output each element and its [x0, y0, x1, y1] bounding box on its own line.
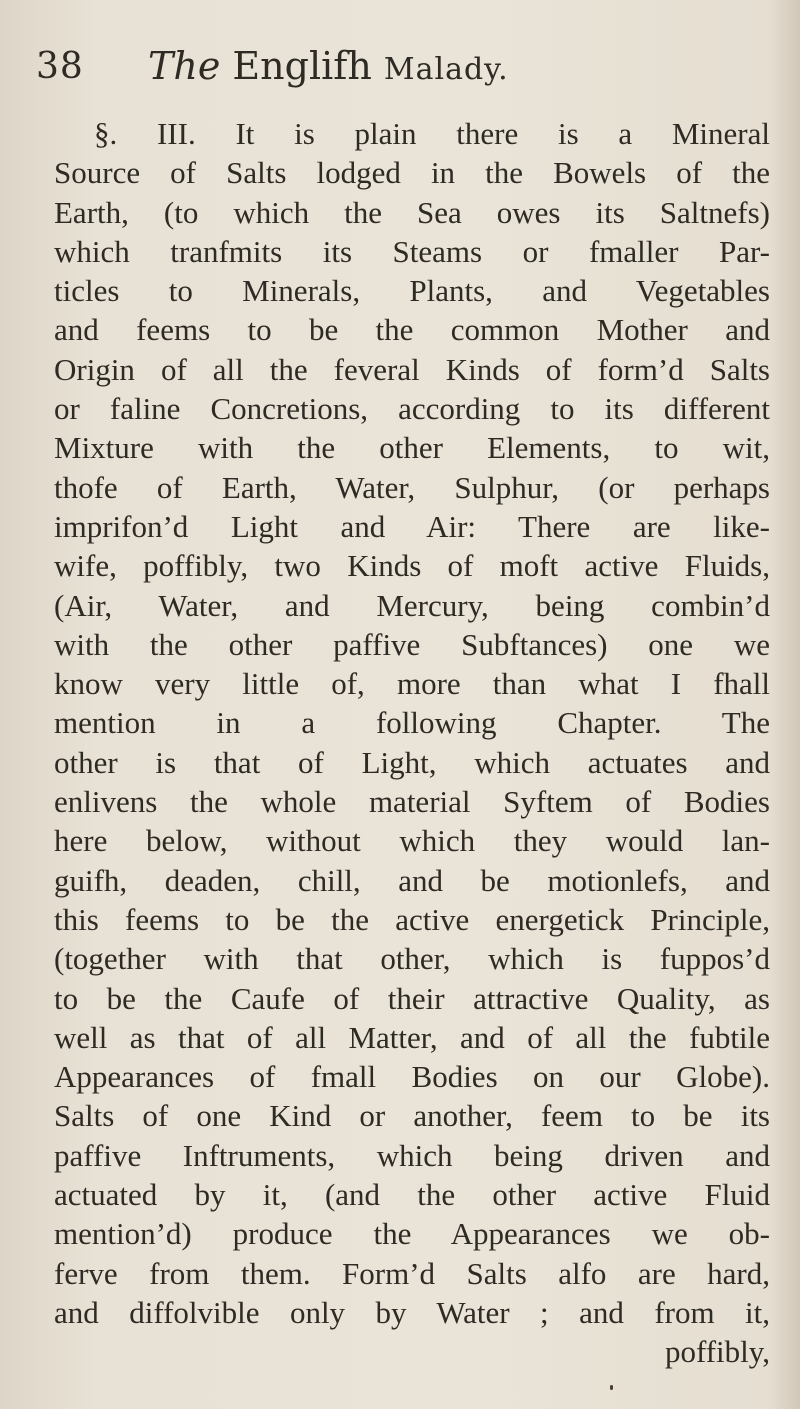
running-title: [148, 44, 509, 88]
text-line: Origin of all the feveral Kinds of form’d Salts: [54, 351, 770, 387]
text-line: imprifon’d Light and Air: There are like-: [54, 508, 770, 544]
title-roman: Englifh: [232, 44, 372, 88]
text-line: ticles to Minerals, Plants, and Vegetables: [54, 273, 770, 309]
text-line: (Air, Water, and Mercury, being combin’d: [54, 587, 770, 623]
text-line: enlivens the whole material Syftem of Bodies: [54, 784, 770, 820]
text-line: this feems to be the active energetick Principle,: [54, 901, 770, 937]
text-line: which tranfmits its Steams or fmaller Par-: [54, 233, 770, 269]
text-line: actuated by it, (and the other active Fluid: [54, 1177, 770, 1213]
text-line: Source of Salts lodged in the Bowels of the: [54, 155, 770, 191]
title-italic: The: [148, 44, 221, 88]
text-line: and diffolvible only by Water ; and from it,: [54, 1294, 770, 1330]
page-number: 38: [36, 46, 84, 87]
text-line: and feems to be the common Mother and: [54, 312, 770, 348]
text-line: here below, without which they would lan-: [54, 823, 770, 859]
text-line: paffive Inftruments, which being driven and: [54, 1137, 770, 1173]
text-line: Appearances of fmall Bodies on our Globe).: [54, 1059, 770, 1095]
text-line: with the other paffive Subftances) one we: [54, 626, 770, 662]
text-line: other is that of Light, which actuates and: [54, 744, 770, 780]
text-line: well as that of all Matter, and of all the fubtile: [54, 1019, 770, 1055]
text-line: ferve from them. Form’d Salts alfo are hard,: [54, 1255, 770, 1291]
text-line: mention in a following Chapter. The: [54, 705, 770, 741]
text-line: to be the Caufe of their attractive Quality, as: [54, 980, 770, 1016]
catchword-line: poffibly,: [664, 1334, 770, 1370]
text-line: wife, poffibly, two Kinds of moft active Fluids,: [54, 548, 770, 584]
running-header: [30, 42, 770, 92]
text-line: thofe of Earth, Water, Sulphur, (or perhaps: [54, 469, 770, 505]
ink-speck: [610, 1385, 613, 1390]
page-edge-shadow: [770, 0, 800, 1409]
text-line: mention’d) produce the Appearances we ob-: [54, 1216, 770, 1252]
text-line: Salts of one Kind or another, feem to be its: [54, 1098, 770, 1134]
text-line: Mixture with the other Elements, to wit,: [54, 430, 770, 466]
text-line: know very little of, more than what I fhall: [54, 666, 770, 702]
text-line: guifh, deaden, chill, and be motionlefs, and: [54, 862, 770, 898]
text-line: (together with that other, which is fuppos’d: [54, 941, 770, 977]
text-line: Earth, (to which the Sea owes its Saltnefs): [54, 194, 770, 230]
body-text: [54, 114, 770, 1372]
text-line: §. III. It is plain there is a Mineral: [94, 116, 770, 151]
text-line: or faline Concretions, according to its different: [54, 391, 770, 427]
title-smallcaps: Malady.: [383, 52, 509, 87]
